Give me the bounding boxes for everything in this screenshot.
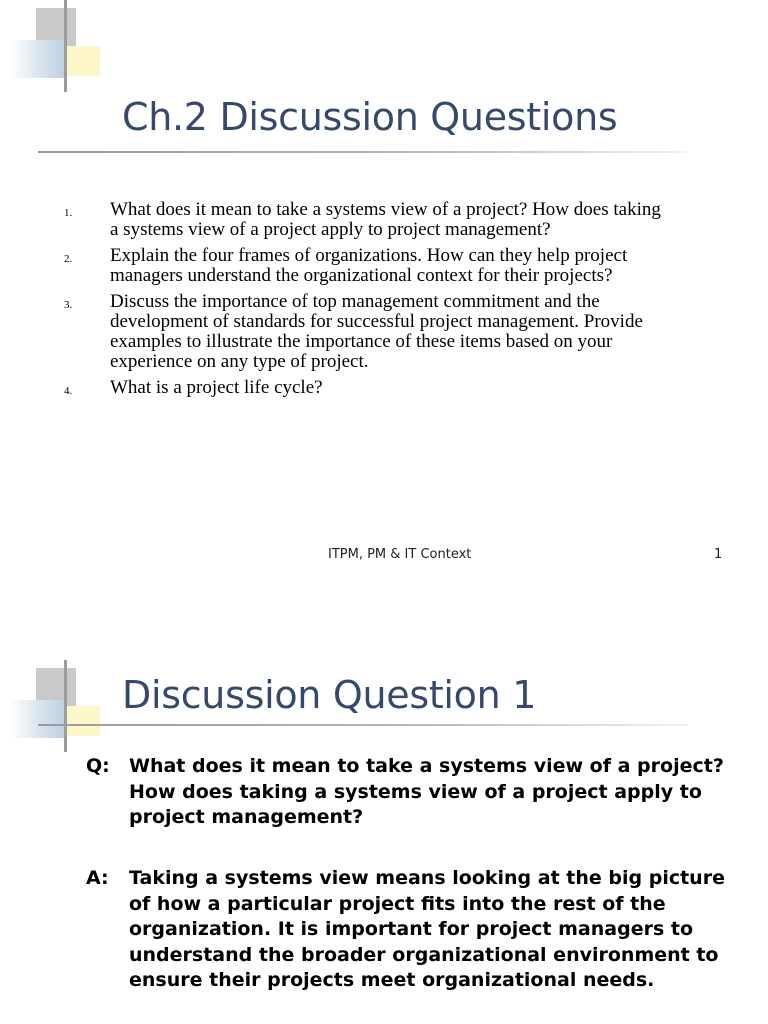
- item-text: Discuss the importance of top management commitment and the development of standards for successful project management. Provide examples to illustrate the importance of these items based on your experience on any type of project.: [110, 291, 643, 372]
- decoration-vertical-line: [64, 660, 67, 752]
- item-text: Explain the four frames of organizations. How can they help project managers understand the organizational context for their projects?: [110, 245, 628, 286]
- item-text: What does it mean to take a systems view of a project? How does taking a systems view of a project apply to project management?: [110, 199, 661, 240]
- slide-2: [0, 575, 768, 1024]
- answer-label: A:: [86, 867, 109, 889]
- slide-title: Discussion Question 1: [122, 673, 537, 717]
- item-number: 4.: [64, 385, 73, 397]
- list-item: [64, 292, 664, 372]
- decoration-yellow-square: [66, 706, 100, 736]
- corner-decoration: [0, 660, 110, 760]
- decoration-blue-bar: [10, 40, 66, 78]
- corner-decoration: [0, 0, 110, 100]
- decoration-vertical-line: [64, 0, 67, 92]
- item-number: 2.: [64, 253, 73, 265]
- list-item: [64, 246, 664, 286]
- slide-footer: ITPM, PM & IT Context: [328, 547, 472, 562]
- item-number: 3.: [64, 299, 73, 311]
- decoration-yellow-square: [66, 46, 100, 76]
- question-list: [64, 200, 664, 404]
- list-item: [64, 378, 664, 398]
- page-number: 1: [714, 547, 723, 562]
- question-block: [86, 754, 726, 831]
- item-number: 1.: [64, 207, 73, 219]
- decoration-blue-bar: [10, 700, 66, 738]
- slide-title: Ch.2 Discussion Questions: [122, 95, 618, 139]
- answer-text: Taking a systems view means looking at the big picture of how a particular project fits into the rest of the organization. It is important for project managers to understand the broader organizational environment to ensure their projects meet organizational needs.: [129, 867, 725, 991]
- item-text: What is a project life cycle?: [110, 377, 323, 398]
- title-divider: [38, 151, 688, 153]
- answer-block: [86, 866, 726, 994]
- question-label: Q:: [86, 755, 110, 777]
- list-item: [64, 200, 664, 240]
- question-text: What does it mean to take a systems view of a project? How does taking a systems view of a project apply to project management?: [129, 755, 724, 828]
- title-divider: [38, 724, 688, 726]
